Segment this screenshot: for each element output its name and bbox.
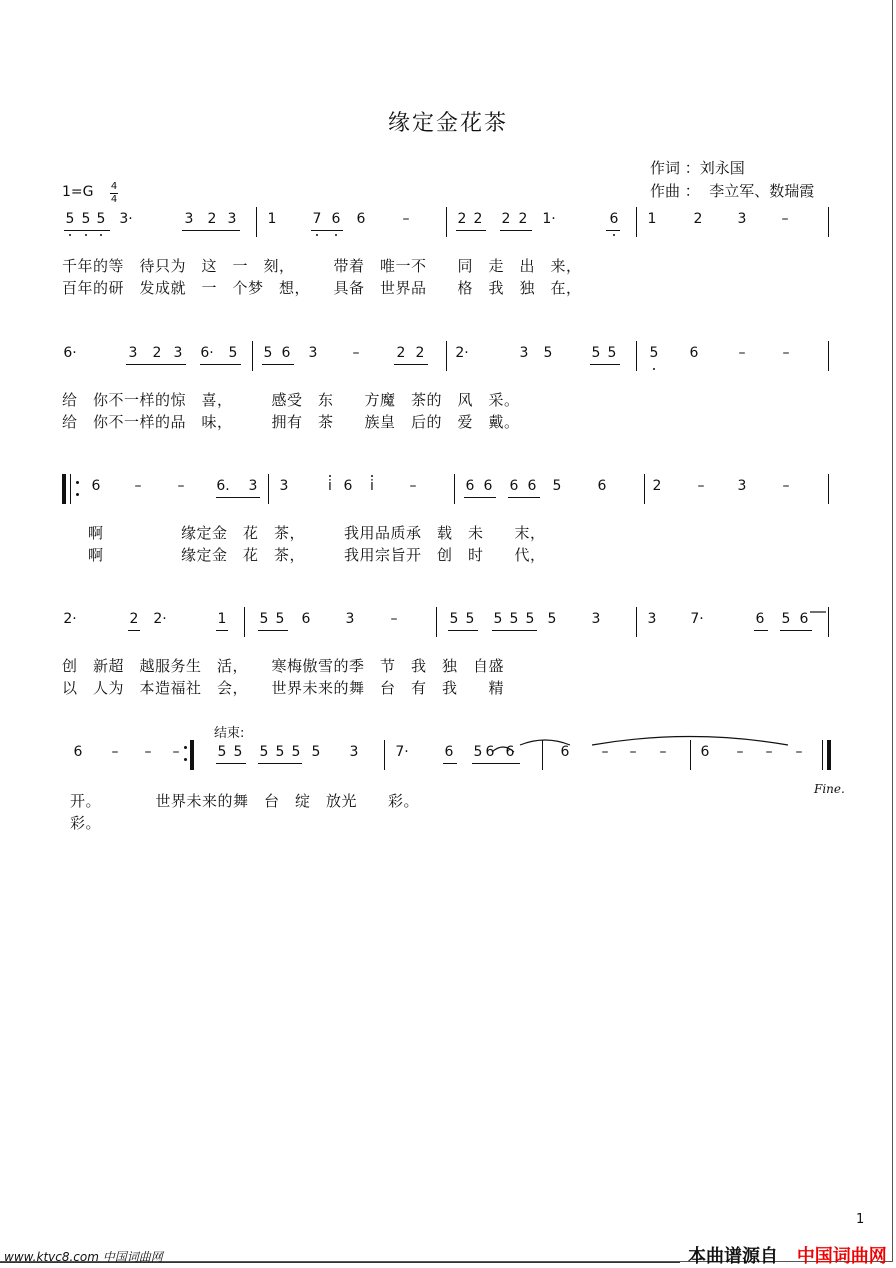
line5-note: –: [601, 744, 609, 760]
line5-note: 6: [485, 744, 495, 760]
line5-note: 6: [700, 744, 710, 760]
lyrics-line1-verse1: 千年的等 待只为 这 一 刻， 带着 唯一不 同 走 出 来，: [62, 257, 582, 275]
line5-note: –: [736, 744, 744, 760]
line2-note: 5: [543, 345, 553, 361]
line1-note: 3: [184, 211, 194, 227]
line5-note: 6: [560, 744, 570, 760]
page-number: 1: [856, 1212, 865, 1227]
line2-note: –: [352, 345, 360, 361]
line5-note: 6: [444, 744, 454, 760]
line3-note: 3: [279, 478, 289, 494]
composer-credit: 作曲 ： 李立军、数瑞霞: [650, 182, 815, 200]
line3-note: 5: [552, 478, 562, 494]
line3-note: 6.: [216, 478, 230, 494]
line3-note: 6: [465, 478, 475, 494]
line1-note: 5: [81, 211, 91, 227]
line2-note: 3: [173, 345, 183, 361]
line4-note: 6: [799, 611, 809, 627]
line4-note: 6: [301, 611, 311, 627]
lyrics-line3-verse2: 啊 缘定金 花 茶， 我用宗旨开 创 时 代，: [88, 546, 546, 564]
line4-note: 2·: [153, 611, 167, 627]
line1-note: 6: [331, 211, 341, 227]
line2-note: 2: [415, 345, 425, 361]
footer-source-text: 本曲谱源自: [688, 1246, 778, 1267]
line4-note: –: [390, 611, 398, 627]
line2-note: 5: [228, 345, 238, 361]
line2-note: 6: [281, 345, 291, 361]
line2-note: 2: [396, 345, 406, 361]
lyrics-line5-verse1: 开。 世界未来的舞 台 绽 放光 彩。: [70, 792, 420, 810]
line1-note: –: [402, 211, 410, 227]
line3-note: 2: [652, 478, 662, 494]
line1-note: 3·: [119, 211, 133, 227]
line5-note: 5: [217, 744, 227, 760]
line4-note: 5: [509, 611, 519, 627]
line1-note: 3: [737, 211, 747, 227]
line2-note: 5: [591, 345, 601, 361]
ending-label: 结束:: [214, 726, 245, 741]
time-bottom: 4: [110, 194, 118, 205]
line3-note: 6: [343, 478, 353, 494]
time-top: 4: [110, 181, 118, 192]
line4-note: 5: [547, 611, 557, 627]
line5-note: 3: [349, 744, 359, 760]
line1-note: 3: [227, 211, 237, 227]
line4-note: 1: [217, 611, 227, 627]
line5-note: 6: [73, 744, 83, 760]
line2-note: –: [782, 345, 790, 361]
line3-note: 3: [737, 478, 747, 494]
line2-note: 6·: [200, 345, 214, 361]
line1-note: 2: [207, 211, 217, 227]
line5-note: 5: [311, 744, 321, 760]
line1-note: 6: [609, 211, 619, 227]
line4-note: 2·: [63, 611, 77, 627]
line4-note: 5: [275, 611, 285, 627]
line5-note: –: [172, 744, 180, 760]
line1-note: 2: [457, 211, 467, 227]
line2-note: 5: [649, 345, 659, 361]
line5-note: –: [765, 744, 773, 760]
lyrics-line3-verse1: 啊 缘定金 花 茶， 我用品质承 载 未 末，: [88, 524, 546, 542]
line4-note: 5: [781, 611, 791, 627]
key-signature: 1=G: [62, 184, 94, 200]
line4-note: 3: [345, 611, 355, 627]
line3-note: –: [409, 478, 417, 494]
line1-note: 2: [693, 211, 703, 227]
line1-note: 1: [267, 211, 277, 227]
line2-note: 3: [519, 345, 529, 361]
line3-note: –: [134, 478, 142, 494]
fine-mark: Fine.: [814, 782, 845, 796]
line1-note: 1: [647, 211, 657, 227]
line5-note: –: [144, 744, 152, 760]
line1-note: 5: [65, 211, 75, 227]
line3-note: 6: [483, 478, 493, 494]
lyrics-line1-verse2: 百年的研 发成就 一 个梦 想， 具备 世界品 格 我 独 在，: [62, 279, 582, 297]
line4-note: 3: [591, 611, 601, 627]
line3-note: 3: [248, 478, 258, 494]
lyrics-line4-verse1: 创 新超 越服务生 活， 寒梅傲雪的季 节 我 独 自盛: [62, 657, 505, 675]
line5-note: –: [659, 744, 667, 760]
lyrics-line2-verse1: 给 你不一样的惊 喜， 感受 东 方魔 茶的 风 采。: [62, 391, 520, 409]
line3-note: 6: [597, 478, 607, 494]
line4-note: 5: [259, 611, 269, 627]
lyrics-line2-verse2: 给 你不一样的品 味， 拥有 茶 族皇 后的 爱 戴。: [62, 413, 520, 431]
line3-note: 6: [527, 478, 537, 494]
line5-note: 5: [259, 744, 269, 760]
line2-note: 2·: [455, 345, 469, 361]
lyrics-line5-verse2: 彩。: [70, 814, 102, 832]
footer-source: [688, 1242, 887, 1268]
song-title: 缘定金花茶: [387, 111, 508, 136]
line1-note: 1·: [542, 211, 556, 227]
line2-note: 2: [152, 345, 162, 361]
line5-note: –: [795, 744, 803, 760]
line3-note: 6: [509, 478, 519, 494]
line4-note: 5: [493, 611, 503, 627]
line5-note: –: [629, 744, 637, 760]
line2-note: 3: [308, 345, 318, 361]
line3-note: i: [370, 478, 374, 494]
line1-note: 6: [356, 211, 366, 227]
line3-note: –: [177, 478, 185, 494]
line1-note: 2: [501, 211, 511, 227]
line3-note: –: [697, 478, 705, 494]
line1-note: 7: [312, 211, 322, 227]
line4-note: 7·: [690, 611, 704, 627]
line1-note: –: [781, 211, 789, 227]
line4-note: 5: [525, 611, 535, 627]
line2-note: 6: [689, 345, 699, 361]
footer-site: www.ktvc8.com 中国词曲网: [4, 1250, 163, 1264]
footer-source-brand: 中国词曲网: [796, 1246, 887, 1267]
line4-note: 3: [647, 611, 657, 627]
line4-note: 6: [755, 611, 765, 627]
line1-note: 2: [518, 211, 528, 227]
line2-note: 6·: [63, 345, 77, 361]
lyricist-credit: 作词 ：刘永国: [650, 159, 745, 177]
line5-note: 5: [233, 744, 243, 760]
line3-note: 6: [91, 478, 101, 494]
line1-note: 2: [473, 211, 483, 227]
line5-note: 6: [505, 744, 515, 760]
line5-note: 5: [291, 744, 301, 760]
line4-note: 2: [129, 611, 139, 627]
line3-note: –: [782, 478, 790, 494]
line2-note: 3: [128, 345, 138, 361]
line5-note: 5: [275, 744, 285, 760]
line3-note: i: [328, 478, 332, 494]
line2-note: 5: [607, 345, 617, 361]
line4-note: 5: [465, 611, 475, 627]
line5-note: 5: [473, 744, 483, 760]
line2-note: 5: [263, 345, 273, 361]
line4-note: 5: [449, 611, 459, 627]
line2-note: –: [738, 345, 746, 361]
line5-note: 7·: [395, 744, 409, 760]
lyrics-line4-verse2: 以 人为 本造福社 会， 世界未来的舞 台 有 我 精: [62, 679, 505, 697]
line1-note: 5: [96, 211, 106, 227]
line5-note: –: [111, 744, 119, 760]
